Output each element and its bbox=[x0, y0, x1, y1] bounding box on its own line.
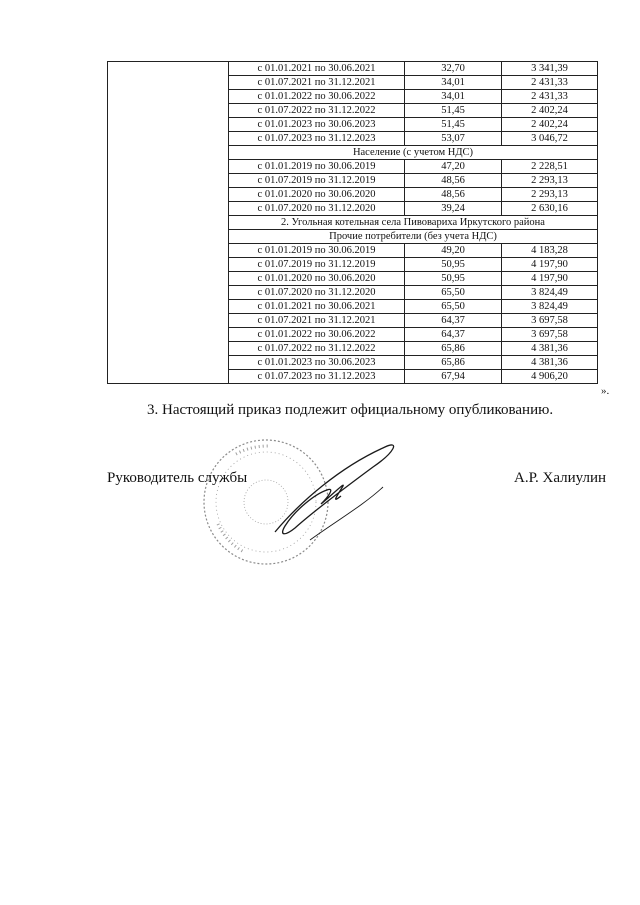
period-cell: с 01.07.2021 по 31.12.2021 bbox=[229, 76, 405, 90]
period-cell: с 01.01.2019 по 30.06.2019 bbox=[229, 244, 405, 258]
signature-icon bbox=[255, 432, 405, 542]
period-cell: с 01.07.2022 по 31.12.2022 bbox=[229, 104, 405, 118]
signatory-name: А.Р. Халиулин bbox=[514, 470, 607, 486]
period-cell: с 01.01.2023 по 30.06.2023 bbox=[229, 118, 405, 132]
section-heading-boiler: 2. Угольная котельная села Пивовариха Иркутского района bbox=[229, 216, 598, 230]
tariff-cell: 50,95 bbox=[405, 258, 502, 272]
section-heading-other-consumers: Прочие потребители (без учета НДС) bbox=[229, 230, 598, 244]
tariff-cell: 51,45 bbox=[405, 104, 502, 118]
tariff-cell: 3 824,49 bbox=[502, 300, 598, 314]
tariff-cell: 48,56 bbox=[405, 188, 502, 202]
tariff-cell: 2 431,33 bbox=[502, 90, 598, 104]
tariff-cell: 67,94 bbox=[405, 370, 502, 384]
section-heading-population: Население (с учетом НДС) bbox=[229, 146, 598, 160]
tariff-cell: 4 906,20 bbox=[502, 370, 598, 384]
period-cell: с 01.01.2020 по 30.06.2020 bbox=[229, 272, 405, 286]
tariff-cell: 64,37 bbox=[405, 328, 502, 342]
period-cell: с 01.07.2022 по 31.12.2022 bbox=[229, 342, 405, 356]
tariff-cell: 2 293,13 bbox=[502, 174, 598, 188]
tariff-cell: 65,86 bbox=[405, 342, 502, 356]
tariff-cell: 4 381,36 bbox=[502, 342, 598, 356]
tariff-cell: 3 824,49 bbox=[502, 286, 598, 300]
tariff-cell: 65,50 bbox=[405, 300, 502, 314]
signatory-position: Руководитель службы bbox=[107, 470, 248, 486]
closing-quote: ». bbox=[601, 385, 610, 397]
tariff-cell: 3 046,72 bbox=[502, 132, 598, 146]
tariff-table bbox=[107, 61, 598, 384]
tariff-cell: 65,50 bbox=[405, 286, 502, 300]
tariff-cell: 2 228,51 bbox=[502, 160, 598, 174]
period-cell: с 01.01.2022 по 30.06.2022 bbox=[229, 328, 405, 342]
period-cell: с 01.01.2021 по 30.06.2021 bbox=[229, 300, 405, 314]
tariff-cell: 49,20 bbox=[405, 244, 502, 258]
empty-category-cell bbox=[108, 62, 229, 384]
period-cell: с 01.07.2023 по 31.12.2023 bbox=[229, 132, 405, 146]
period-cell: с 01.01.2023 по 30.06.2023 bbox=[229, 356, 405, 370]
period-cell: с 01.01.2021 по 30.06.2021 bbox=[229, 62, 405, 76]
tariff-cell: 65,86 bbox=[405, 356, 502, 370]
tariff-cell: 47,20 bbox=[405, 160, 502, 174]
tariff-cell: 2 293,13 bbox=[502, 188, 598, 202]
period-cell: с 01.01.2020 по 30.06.2020 bbox=[229, 188, 405, 202]
period-cell: с 01.01.2019 по 30.06.2019 bbox=[229, 160, 405, 174]
period-cell: с 01.07.2020 по 31.12.2020 bbox=[229, 202, 405, 216]
period-cell: с 01.07.2019 по 31.12.2019 bbox=[229, 174, 405, 188]
tariff-cell: 51,45 bbox=[405, 118, 502, 132]
tariff-cell: 2 431,33 bbox=[502, 76, 598, 90]
tariff-cell: 2 402,24 bbox=[502, 118, 598, 132]
tariff-cell: 4 183,28 bbox=[502, 244, 598, 258]
period-cell: с 01.07.2020 по 31.12.2020 bbox=[229, 286, 405, 300]
tariff-cell: 3 341,39 bbox=[502, 62, 598, 76]
tariff-cell: 34,01 bbox=[405, 76, 502, 90]
tariff-cell: 34,01 bbox=[405, 90, 502, 104]
tariff-cell: 4 197,90 bbox=[502, 258, 598, 272]
tariff-cell: 53,07 bbox=[405, 132, 502, 146]
period-cell: с 01.07.2019 по 31.12.2019 bbox=[229, 258, 405, 272]
period-cell: с 01.01.2022 по 30.06.2022 bbox=[229, 90, 405, 104]
tariff-cell: 2 402,24 bbox=[502, 104, 598, 118]
tariff-cell: 48,56 bbox=[405, 174, 502, 188]
tariff-cell: 50,95 bbox=[405, 272, 502, 286]
clause-3-text: 3. Настоящий приказ подлежит официальному опубликованию. bbox=[147, 402, 554, 418]
tariff-cell: 3 697,58 bbox=[502, 314, 598, 328]
tariff-cell: 2 630,16 bbox=[502, 202, 598, 216]
tariff-cell: 4 381,36 bbox=[502, 356, 598, 370]
tariff-cell: 64,37 bbox=[405, 314, 502, 328]
period-cell: с 01.07.2023 по 31.12.2023 bbox=[229, 370, 405, 384]
table-row bbox=[108, 62, 598, 76]
tariff-cell: 3 697,58 bbox=[502, 328, 598, 342]
tariff-table-body bbox=[108, 62, 598, 384]
tariff-cell: 4 197,90 bbox=[502, 272, 598, 286]
tariff-cell: 32,70 bbox=[405, 62, 502, 76]
tariff-cell: 39,24 bbox=[405, 202, 502, 216]
period-cell: с 01.07.2021 по 31.12.2021 bbox=[229, 314, 405, 328]
